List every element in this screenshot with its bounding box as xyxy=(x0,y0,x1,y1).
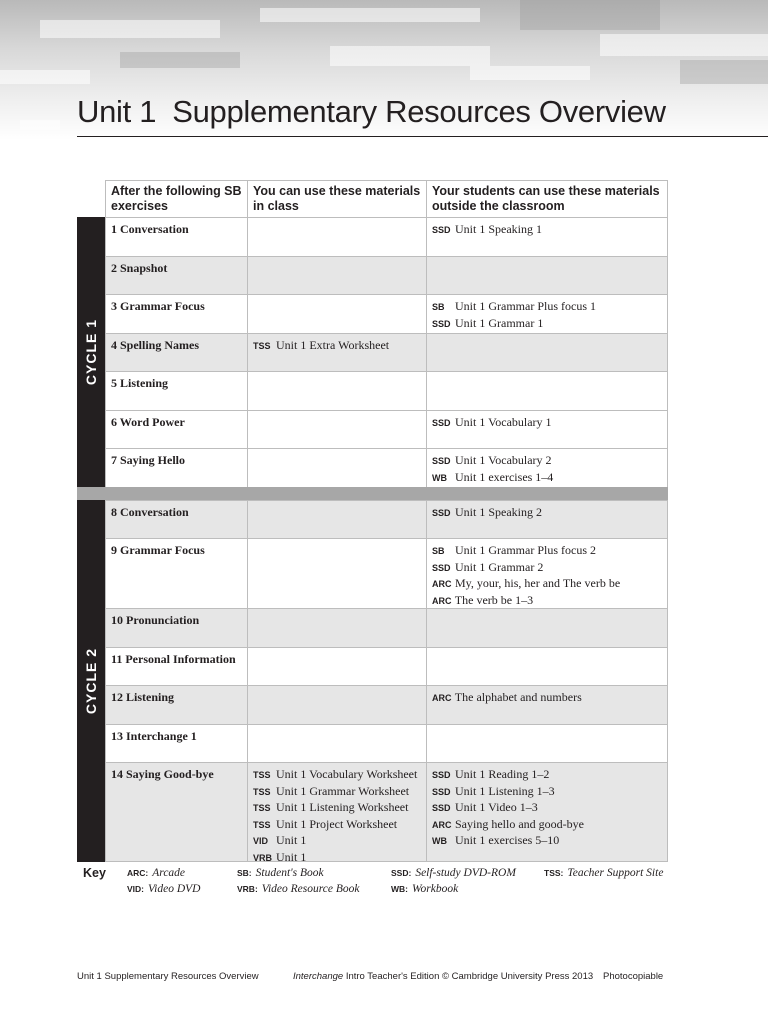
resource-code: ARC xyxy=(432,819,452,830)
in-class-cell xyxy=(247,334,426,371)
in-class-cell xyxy=(247,257,426,294)
footer-left: Unit 1 Supplementary Resources Overview xyxy=(77,971,259,982)
resource-code: SSD xyxy=(432,803,451,813)
exercise-cell: 8 Conversation xyxy=(105,501,247,538)
cycle-2-label: CYCLE 2 xyxy=(83,647,99,715)
in-class-cell xyxy=(247,218,426,256)
resource-line xyxy=(432,453,662,470)
table-row xyxy=(105,448,668,487)
table-row xyxy=(105,538,668,608)
resource-text: Unit 1 Video 1–3 xyxy=(455,800,538,814)
key-item xyxy=(544,867,663,879)
key-item xyxy=(391,883,458,895)
resource-text: Unit 1 Grammar 1 xyxy=(455,315,544,330)
in-class-cell xyxy=(247,609,426,647)
resource-line xyxy=(432,593,662,610)
resource-line xyxy=(253,817,421,834)
cycle-divider xyxy=(77,487,668,500)
resource-code: SB xyxy=(432,302,445,312)
key-text: Video Resource Book xyxy=(261,883,360,895)
cycle-1-bar xyxy=(77,217,105,487)
resource-line xyxy=(432,690,662,707)
cycle-1-label: CYCLE 1 xyxy=(83,318,99,386)
in-class-cell xyxy=(247,763,426,864)
key-text: Student's Book xyxy=(255,867,324,879)
exercise-cell: 2 Snapshot xyxy=(105,257,247,294)
outside-cell xyxy=(426,763,668,861)
resource-text: Unit 1 exercises 5–10 xyxy=(455,833,560,847)
resource-code: ARC xyxy=(432,693,452,703)
outside-cell xyxy=(426,295,668,333)
in-class-cell xyxy=(247,295,426,333)
resource-code: WB xyxy=(432,472,447,483)
exercise-cell: 9 Grammar Focus xyxy=(105,539,247,608)
resource-line xyxy=(253,767,421,784)
key-item xyxy=(237,883,360,895)
resource-text: Unit 1 Reading 1–2 xyxy=(455,767,550,781)
outside-cell xyxy=(426,411,668,448)
outside-cell xyxy=(426,334,668,371)
outside-cell xyxy=(426,686,668,724)
resource-code: SSD xyxy=(432,786,451,797)
resource-text: Unit 1 Vocabulary Worksheet xyxy=(276,767,418,781)
resource-code: SSD xyxy=(432,318,451,329)
resource-text: Unit 1 Listening Worksheet xyxy=(276,800,409,814)
key-item xyxy=(237,867,324,879)
outside-cell xyxy=(426,449,668,487)
resource-code: SB xyxy=(432,546,445,556)
key-item xyxy=(127,867,185,879)
resource-code: SSD xyxy=(432,508,451,518)
resource-text: Unit 1 xyxy=(276,833,307,847)
resource-text: Unit 1 Grammar Plus focus 1 xyxy=(455,299,596,313)
header-in-class: You can use these materials in class xyxy=(247,180,426,218)
header-exercises: After the following SB exercises xyxy=(105,180,247,218)
key-label: Key xyxy=(83,866,106,880)
footer-book: Interchange xyxy=(293,971,344,982)
key-text: Workbook xyxy=(412,883,459,895)
exercise-cell: 3 Grammar Focus xyxy=(105,295,247,333)
resource-code: WB xyxy=(432,836,447,846)
header-outside: Your students can use these materials outside the classroom xyxy=(426,180,668,218)
resource-line xyxy=(432,543,662,560)
resource-code: SSD xyxy=(432,770,451,780)
outside-cell xyxy=(426,501,668,538)
key-code: SB: xyxy=(237,868,252,878)
resource-line xyxy=(253,784,421,801)
page-title xyxy=(77,94,666,130)
in-class-cell xyxy=(247,686,426,724)
key-code: VRB: xyxy=(237,884,258,894)
resource-code: ARC xyxy=(432,595,452,606)
key-code: VID: xyxy=(127,884,144,894)
key-code: TSS: xyxy=(544,868,564,878)
resource-code: VID xyxy=(253,836,269,846)
resource-text: Unit 1 Grammar 2 xyxy=(455,559,544,574)
in-class-cell xyxy=(247,648,426,685)
resource-code: ARC xyxy=(432,579,452,589)
outside-cell xyxy=(426,648,668,685)
resource-text: Unit 1 Listening 1–3 xyxy=(455,783,555,798)
table-row xyxy=(105,217,668,256)
resource-code: SSD xyxy=(432,562,451,573)
key-item xyxy=(127,883,200,895)
title-rule xyxy=(77,136,768,137)
table-row xyxy=(105,371,668,410)
title-unit: Unit 1 xyxy=(77,94,157,129)
exercise-cell: 12 Listening xyxy=(105,686,247,724)
table-row xyxy=(105,685,668,724)
resource-text: Unit 1 Grammar Plus focus 2 xyxy=(455,543,596,557)
in-class-cell xyxy=(247,372,426,410)
table-row xyxy=(105,333,668,371)
resource-code: TSS xyxy=(253,786,271,797)
resource-code: TSS xyxy=(253,341,271,351)
resource-line xyxy=(432,817,662,834)
key-text: Arcade xyxy=(152,867,186,879)
resource-line xyxy=(432,415,662,432)
exercise-cell: 11 Personal Information xyxy=(105,648,247,685)
exercise-cell: 4 Spelling Names xyxy=(105,334,247,371)
exercise-cell: 1 Conversation xyxy=(105,218,247,256)
footer-center-text: Intro Teacher's Edition © Cambridge University Press 2013 xyxy=(343,971,594,982)
table-header xyxy=(105,180,668,218)
exercise-cell: 10 Pronunciation xyxy=(105,609,247,647)
outside-cell xyxy=(426,372,668,410)
resource-text: Unit 1 xyxy=(276,849,307,864)
resource-line xyxy=(432,833,662,850)
resource-text: Unit 1 Extra Worksheet xyxy=(276,338,390,352)
resource-line xyxy=(432,784,662,801)
cycle-2-bar xyxy=(77,500,105,862)
resource-line xyxy=(432,299,662,316)
resource-line xyxy=(432,767,662,784)
resource-line xyxy=(253,800,421,817)
table-row xyxy=(105,256,668,294)
key-text: Teacher Support Site xyxy=(567,867,664,879)
key-code: SSD: xyxy=(391,868,412,878)
table-row xyxy=(105,724,668,762)
resource-text: Unit 1 Grammar Worksheet xyxy=(276,783,410,798)
resource-code: TSS xyxy=(253,819,271,830)
resource-text: Unit 1 Vocabulary 1 xyxy=(455,415,552,429)
table-row xyxy=(105,500,668,538)
table-row xyxy=(105,608,668,647)
resource-text: Saying hello and good-bye xyxy=(455,816,584,831)
resource-text: The alphabet and numbers xyxy=(454,690,582,704)
resource-text: Unit 1 Speaking 2 xyxy=(455,505,542,519)
resource-code: SSD xyxy=(432,456,451,466)
outside-cell xyxy=(426,539,668,608)
exercise-cell: 7 Saying Hello xyxy=(105,449,247,487)
resource-text: The verb be 1–3 xyxy=(454,592,534,607)
outside-cell xyxy=(426,609,668,647)
resource-code: SSD xyxy=(432,418,451,428)
key-code: WB: xyxy=(391,884,408,894)
resource-line xyxy=(253,850,421,867)
exercise-cell: 6 Word Power xyxy=(105,411,247,448)
table-row xyxy=(105,410,668,448)
in-class-cell xyxy=(247,449,426,487)
key-item xyxy=(391,867,516,879)
outside-cell xyxy=(426,725,668,762)
resource-code: SSD xyxy=(432,225,451,235)
exercise-cell: 14 Saying Good-bye xyxy=(105,763,247,861)
resource-line xyxy=(432,560,662,577)
exercise-cell: 5 Listening xyxy=(105,372,247,410)
in-class-cell xyxy=(247,725,426,762)
resource-line xyxy=(432,576,662,593)
footer-center xyxy=(293,971,593,982)
key-text: Self-study DVD-ROM xyxy=(415,867,516,879)
outside-cell xyxy=(426,218,668,256)
exercise-cell: 13 Interchange 1 xyxy=(105,725,247,762)
key-text: Video DVD xyxy=(148,883,201,895)
resource-line xyxy=(253,833,421,850)
resource-text: My, your, his, her and The verb be xyxy=(455,576,621,590)
resource-line xyxy=(432,470,662,487)
resource-line xyxy=(432,222,662,239)
resource-line xyxy=(432,800,662,817)
resource-line xyxy=(432,505,662,522)
resource-line xyxy=(432,316,662,333)
resource-line xyxy=(253,338,421,355)
in-class-cell xyxy=(247,411,426,448)
title-text: Supplementary Resources Overview xyxy=(172,94,666,129)
key-code: ARC: xyxy=(127,868,149,878)
in-class-cell xyxy=(247,539,426,608)
resource-code: VRB xyxy=(253,852,273,863)
table-row xyxy=(105,647,668,685)
resource-code: TSS xyxy=(253,803,271,813)
resource-text: Unit 1 Project Worksheet xyxy=(276,816,398,831)
table-row xyxy=(105,294,668,333)
in-class-cell xyxy=(247,501,426,538)
footer-right: Photocopiable xyxy=(603,971,664,982)
resource-code: TSS xyxy=(253,770,271,780)
resource-text: Unit 1 Vocabulary 2 xyxy=(455,453,552,467)
table-row xyxy=(105,762,668,862)
resource-text: Unit 1 exercises 1–4 xyxy=(455,469,554,484)
outside-cell xyxy=(426,257,668,294)
resource-text: Unit 1 Speaking 1 xyxy=(455,222,542,236)
